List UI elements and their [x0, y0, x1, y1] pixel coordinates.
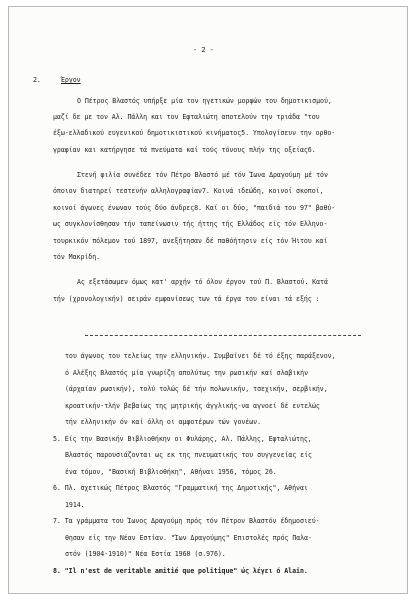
section-number: 2.	[33, 76, 41, 84]
footnote-7: 7. Τα γράμματα του Ίωνος Δραγούμη πρός τόν Πέτρον Βλαστόν έδημοσιεύ-	[53, 517, 320, 525]
footnote-8: 8. "Il n'est de veritable amitié que politique" ώς λέγει ό Alain.	[53, 567, 308, 575]
text-line: κοινοί άγωνες ένωναν τούς δύο άνδρες8. Καί οι δύο, "παιδιά του 97" βαθύ-	[53, 204, 336, 212]
text-line: τόν Μακρίδη.	[53, 253, 101, 261]
footnote-6: 6. Πλ. σχετικώς Πέτρος Βλαστός "Γραμματική της Δημοτικής", Αθήναι	[53, 484, 308, 492]
text-line: τήν (χρονολογικήν) σειράν εμφανίσεως των τά έργα του είναι τά εξής :	[53, 295, 320, 303]
footnote-line: ένα τόμον, "Βασική Βιβλιοθήκη", Αθήναι 1956, τόμος 26.	[65, 468, 277, 476]
footnote-5: 5. Είς την Βασικήν Βιβλιοθήκην οι Φυλάρης, Αλ. Πάλλης, Εφταλιώτης,	[53, 435, 312, 443]
footnote-line: του άγωνος του τελείως την ελληνικήν. Συμβαίνει δέ τό έξης παράξενον,	[65, 352, 336, 360]
text-line: Ο Πέτρος Βλαστός υπήρξε μία τον ηγετικών μορφών του δημοτικισμού,	[77, 97, 332, 105]
text-line: γραφίαν και κατήργησε τά πνεύματα καί τούς τόνους πλήν της οξείας6.	[53, 146, 316, 154]
text-line: έξω-ελλαδικού ευγενικού δημοτικιστικού κινήματος5. Υπολογίσευν την ορθο-	[53, 129, 336, 137]
text-line: όποιον διατηρεί τεστενήν αλληλογραφίαν7. Κοινά ιδεώδη, κοινοί σκοποί,	[53, 187, 324, 195]
text-line: Ας εξετάσωμεν όμως κατ' αρχήν τό όλον έργον τού Π. Βλαστού. Κατά	[77, 278, 328, 286]
footnote-line: κροατικήν-τλήν βεβαίως της μητρικής άγγλικής-να αγνοεί δέ εντελώς	[65, 402, 320, 410]
page-number: - 2 -	[193, 46, 214, 54]
footnote-line: Βλαστός παρουσιάζονται ως εκ της πνευματικής του συγγενείας είς	[65, 451, 312, 459]
text-line: ως συγκλονίσθησαν τήν ταπείνωσιν τής ήττης τής Ελλάδος είς τόν Ελληνο-	[53, 220, 328, 228]
text-line: τουρκικόν πόλεμον τού 1897, ανεξήτησαν δέ παθόήτησιν είς τόν Ήιτου καί	[53, 237, 328, 245]
footnote-line: ό Αλέξης Βλαστός μία γνωρίζη απολύτως την ρωσικήν καί σλαβικήν	[65, 369, 309, 377]
text-line: Στενή φιλία συνέδεε τόν Πέτρο Βλαστό μέ τόν Ίωνα Δραγούμη μέ τόν	[77, 171, 328, 179]
footnote-separator	[85, 335, 361, 336]
footnote-line: θησαν είς την Νέαν Εστίαν. "Ίων Δραγούμης" Επιστολές πρός Παλα-	[65, 534, 312, 542]
footnote-line: (άρχαίαν ρωσικήν), τολύ τολώς δέ τήν πολωνικήν, τσεχικήν, σερβικήν,	[65, 385, 328, 393]
footnote-line: 1914.	[65, 501, 85, 509]
footnote-line: τήν ελληνικήν όν καί όλλη οι αμφοτέρων τών γονέων.	[65, 418, 261, 426]
footnote-line: στόν (1904-1910)" Νέα Εστία 1960 (σ.976).	[65, 550, 226, 558]
section-heading: Έργον	[61, 76, 81, 84]
text-line: μαζί δε με τον Αλ. Πάλλη και τον Εφταλιώτη αποτελούν την τριάδα "του	[53, 113, 320, 121]
document-page	[8, 6, 408, 594]
